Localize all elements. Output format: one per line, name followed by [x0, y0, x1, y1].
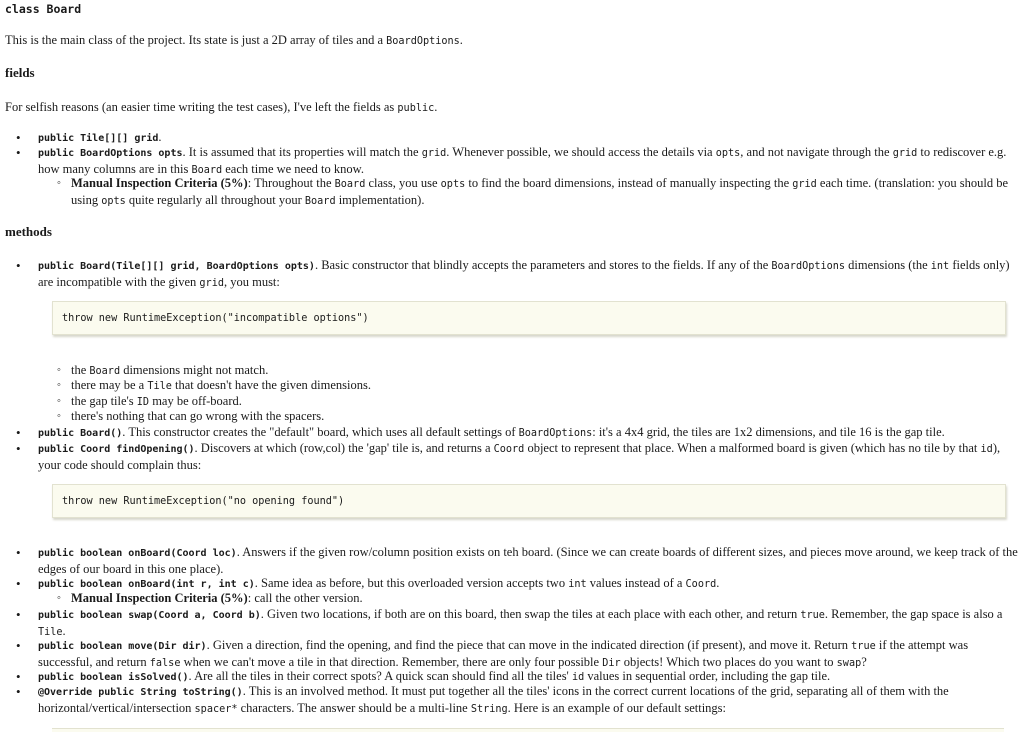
field-opts-item: • public BoardOptions opts. It is assumed that its properties will match the grid. Whenever possible, we should access the details via opts, and not navigate through the grid to rediscover e.g. how many columns are in this Board each time we need to know. [38, 145, 1018, 178]
method-move-item: • public boolean move(Dir dir). Given a direction, find the opening, and find the piece that can move in the indicated direction (if present), and move it. Return true if the attempt was successful, and return false when we can't move a tile in that direction. Remember, there are only four possible Dir objects! Which two places do you want to swap? [38, 638, 1018, 671]
code-block-partial [52, 728, 1004, 732]
method-constructor-item: • public Board(Tile[][] grid, BoardOptions opts). Basic constructor that blindly accepts the parameters and stores to the fields. If any of the BoardOptions dimensions (the int fields only) are incompatible with the given grid, you must: [38, 258, 1018, 291]
code-block-no-opening: throw new RuntimeException("no opening found") [52, 484, 1006, 518]
fields-intro: For selfish reasons (an easier time writing the test cases), I've left the fields as public. [5, 100, 438, 114]
methods-heading: methods [5, 224, 52, 239]
sub-item-tile: ◦ there may be a Tile that doesn't have the given dimensions. [71, 378, 1018, 395]
sub-item-dimensions: ◦ the Board dimensions might not match. [71, 363, 1018, 380]
method-tostring-item: • @Override public String toString(). This is an involved method. It must put together all the tiles' icons in the correct current locations of the grid, separating all of them with the horizontal/vertical/intersection spacer* characters. The answer should be a multi-line String. Here is an example of our default settings: [38, 684, 1018, 717]
field-grid-item: • public Tile[][] grid. [38, 130, 1018, 147]
method-swap-item: • public boolean swap(Coord a, Coord b). Given two locations, if both are on this board, then swap the tiles at each place with each other, and return true. Remember, the gap space is also a Tile. [38, 607, 1018, 640]
intro-paragraph: This is the main class of the project. Its state is just a 2D array of tiles and a BoardOptions. [5, 33, 463, 47]
field-mic-item: ◦ Manual Inspection Criteria (5%): Throughout the Board class, you use opts to find the board dimensions, instead of manually inspecting the grid each time. (translation: you should be using opts quite regularly all throughout your Board implementation). [71, 176, 1018, 209]
code-block-incompatible: throw new RuntimeException("incompatible options") [52, 301, 1006, 335]
method-find-opening-item: • public Coord findOpening(). Discovers at which (row,col) the 'gap' tile is, and returns a Coord object to represent that place. When a malformed board is given (which has no tile by that id), your code should complain thus: [38, 441, 1018, 473]
method-default-ctor-item: • public Board(). This constructor creates the "default" board, which uses all default settings of BoardOptions: it's a 4x4 grid, the tiles are 1x2 dimensions, and tile 16 is the gap tile. [38, 425, 1018, 442]
method-onboard-int-item: • public boolean onBoard(int r, int c). Same idea as before, but this overloaded version accepts two int values instead of a Coord. [38, 576, 1018, 593]
fields-heading: fields [5, 65, 35, 80]
method-onboard-coord-item: • public boolean onBoard(Coord loc). Answers if the given row/column position exists on teh board. (Since we can create boards of different sizes, and pieces move around, we keep track of the edges of our board in this one place). [38, 545, 1018, 577]
method-mic-item: ◦ Manual Inspection Criteria (5%): call the other version. [71, 591, 1018, 607]
method-issolved-item: • public boolean isSolved(). Are all the tiles in their correct spots? A quick scan should find all the tiles' id values in sequential order, including the gap tile. [38, 669, 1018, 686]
sub-item-gap-id: ◦ the gap tile's ID may be off-board. [71, 394, 1018, 411]
sub-item-spacers: ◦ there's nothing that can go wrong with the spacers. [71, 409, 1018, 425]
class-heading: class Board [5, 2, 82, 16]
